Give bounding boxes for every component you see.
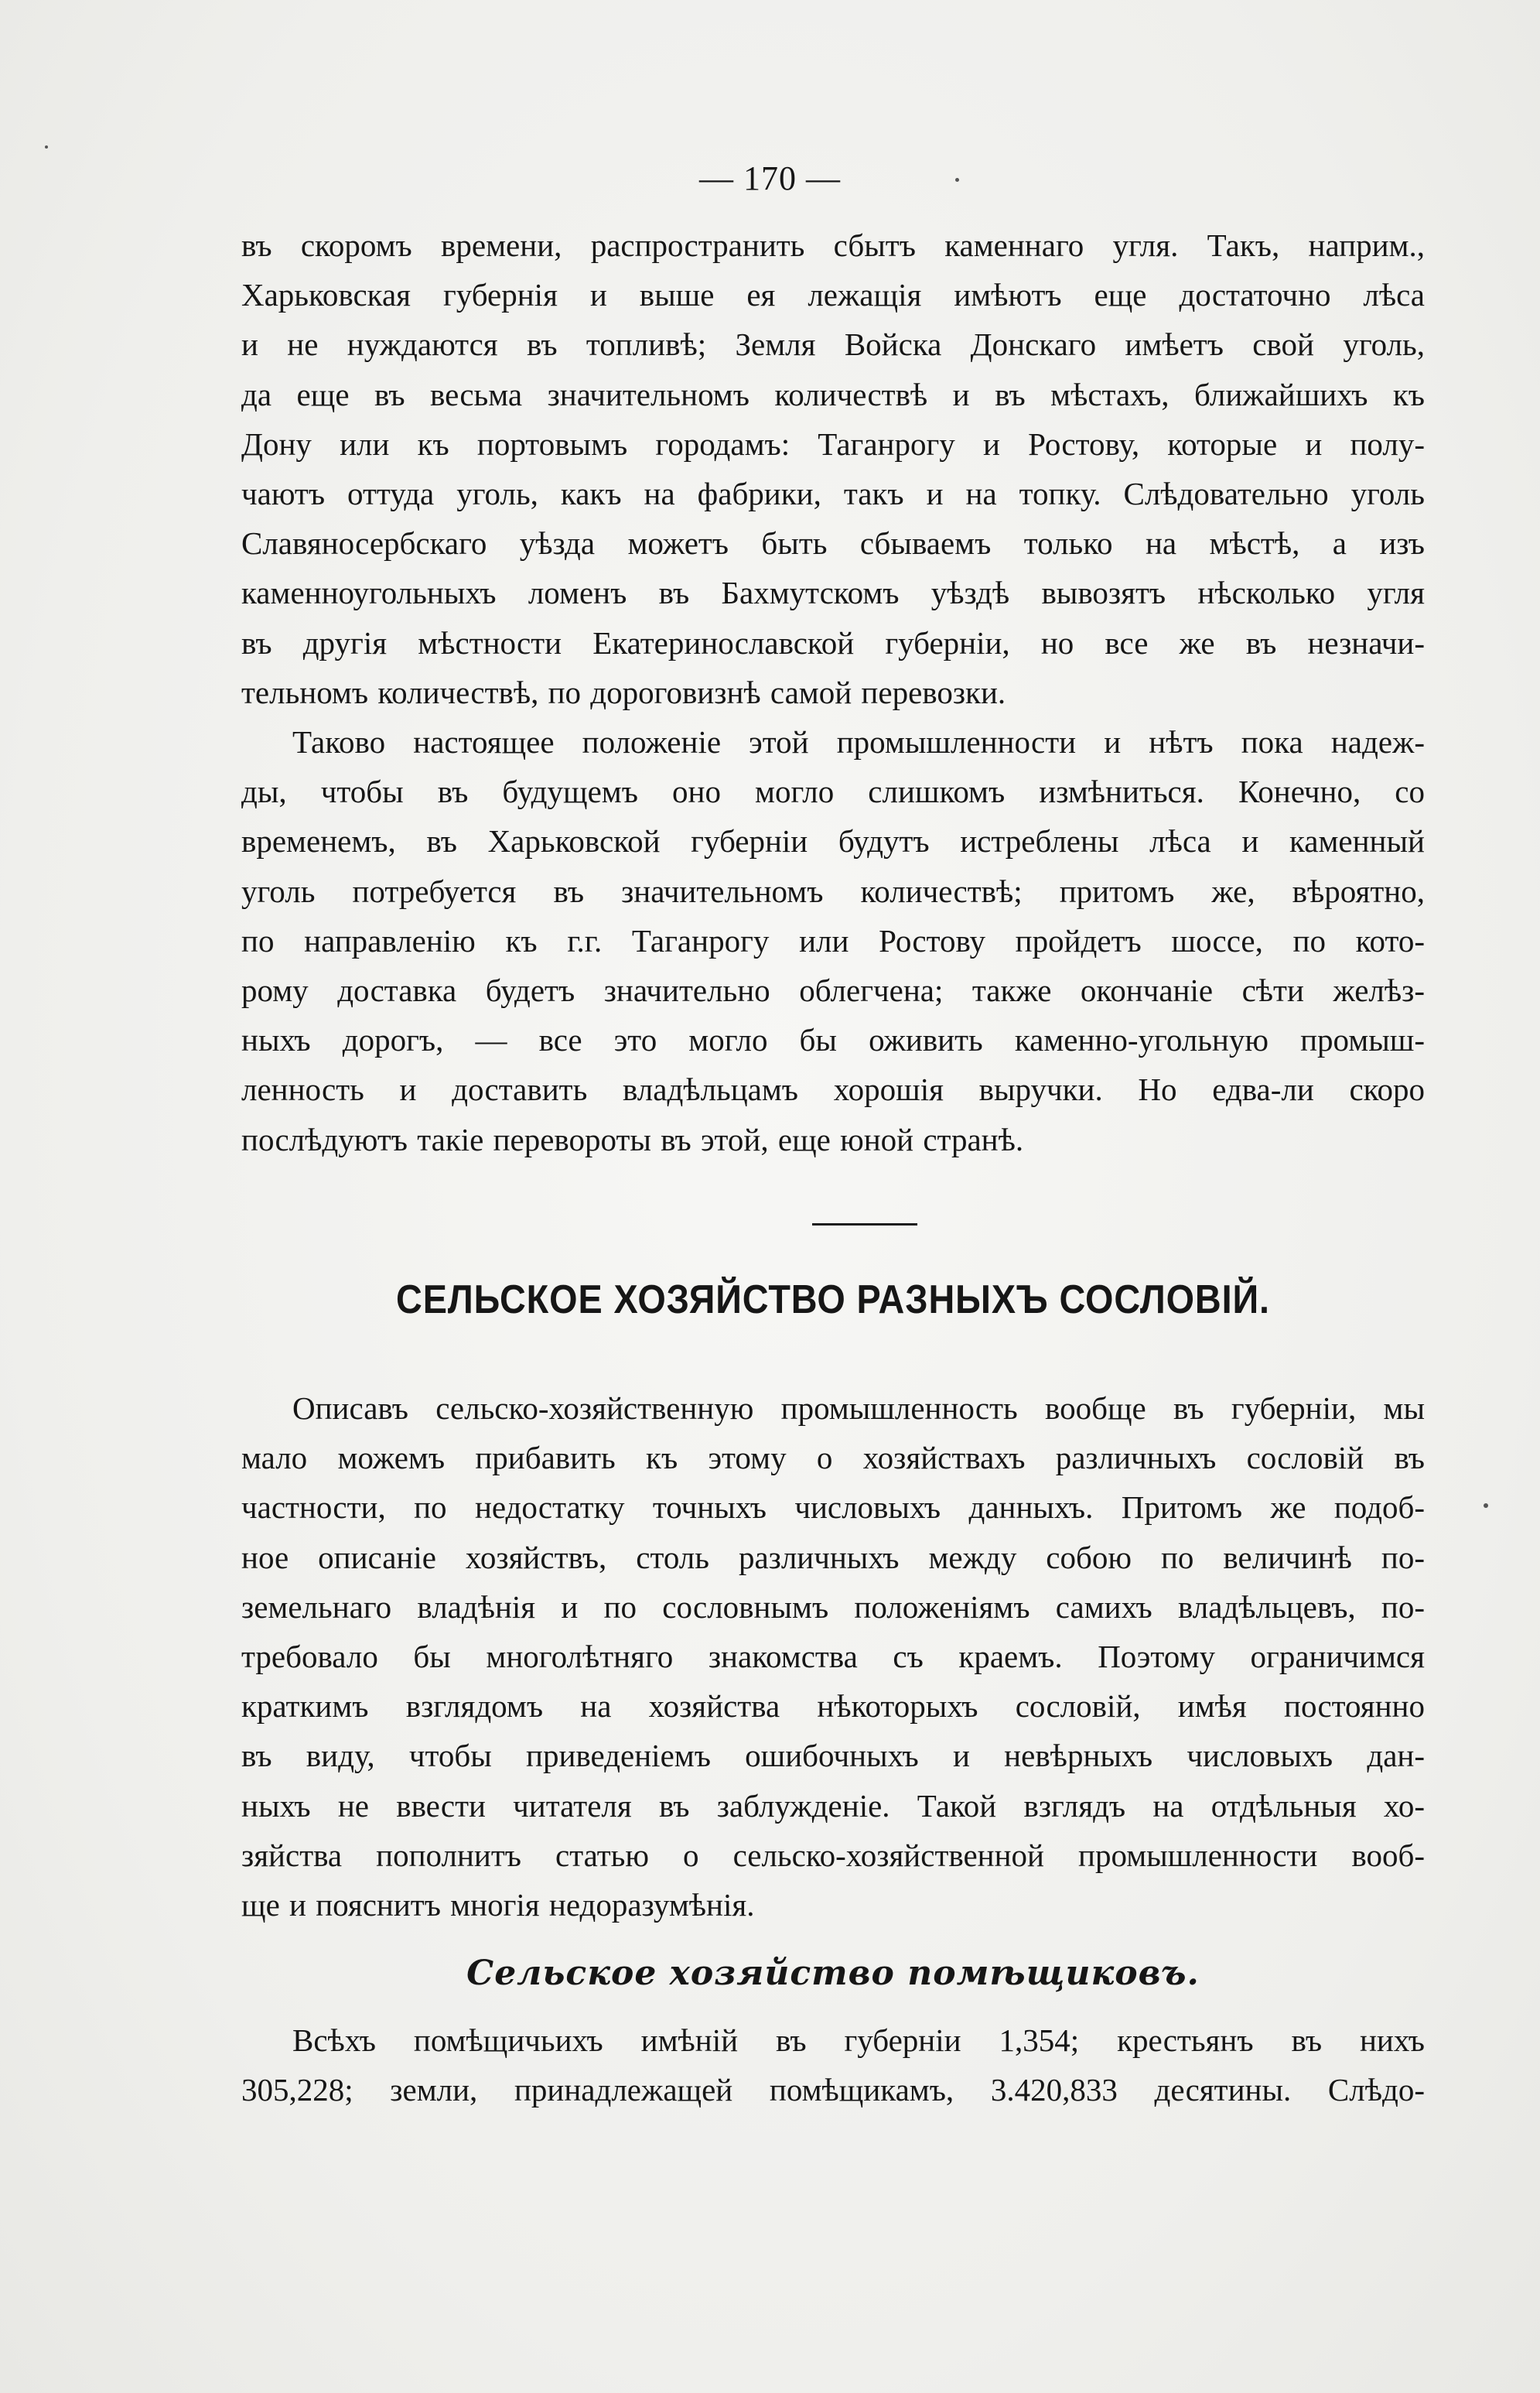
text-line: въ скоромъ времени, распространить сбытъ каменнаго угля. Такъ, наприм., <box>241 227 1425 263</box>
text-line: ды, чтобы въ будущемъ оно могло слишкомъ измѣниться. Конечно, со <box>241 774 1425 810</box>
scan-speck <box>1484 1503 1488 1508</box>
subsection-title: Сельское хозяйство помѣщиковъ. <box>466 1954 1200 1993</box>
text-line: тельномъ количествѣ, по дороговизнѣ самой перевозки. <box>241 674 1006 710</box>
scan-speck <box>45 145 48 149</box>
section-divider <box>812 1223 917 1226</box>
section-title: СЕЛЬСКОЕ ХОЗЯЙСТВО РАЗНЫХЪ СОСЛОВІЙ. <box>396 1277 1270 1322</box>
text-line: въ другія мѣстности Екатеринославской губерніи, но все же въ незначи- <box>241 624 1425 661</box>
text-line: каменноугольныхъ ломенъ въ Бахмутскомъ уѣздѣ вывозятъ нѣсколько угля <box>241 575 1425 611</box>
text-line: въ виду, чтобы приведеніемъ ошибочныхъ и невѣрныхъ числовыхъ дан- <box>241 1738 1425 1774</box>
text-line: частности, по недостатку точныхъ числовыхъ данныхъ. Притомъ же подоб- <box>241 1489 1425 1526</box>
text-line: ныхъ дорогъ, — все это могло бы оживить каменно-угольную промыш- <box>241 1022 1425 1058</box>
text-line: Славяносербскаго уѣзда можетъ быть сбываемъ только на мѣстѣ, а изъ <box>241 525 1425 562</box>
text-line: Харьковская губернія и выше ея лежащія имѣютъ еще достаточно лѣса <box>241 277 1425 313</box>
paragraph-estates-overview <box>241 1383 1425 1930</box>
text-line: послѣдуютъ такіе перевороты въ этой, еще юной странѣ. <box>241 1121 1024 1157</box>
text-line: ще и пояснитъ многія недоразумѣнія. <box>241 1887 755 1923</box>
scan-speck <box>955 178 959 182</box>
text-line: Описавъ сельско-хозяйственную промышленность вообще въ губерніи, мы <box>292 1390 1425 1426</box>
text-line: 305,228; земли, принадлежащей помѣщикамъ, 3.420,833 десятины. Слѣдо- <box>241 2072 1425 2108</box>
text-line: Дону или къ портовымъ городамъ: Таганрогу и Ростову, которые и полу- <box>241 426 1425 462</box>
page-number: — 170 — <box>699 159 841 197</box>
text-line: ныхъ не ввести читателя въ заблужденіе. Такой взглядъ на отдѣльныя хо- <box>241 1787 1425 1824</box>
paragraph-landowner-estates <box>241 2015 1425 2114</box>
paragraph-industry-outlook <box>241 717 1425 1164</box>
text-line: ленность и доставить владѣльцамъ хорошія выручки. Но едва-ли скоро <box>241 1072 1425 1108</box>
text-line: временемъ, въ Харьковской губерніи будутъ истреблены лѣса и каменный <box>241 823 1425 860</box>
text-line: Всѣхъ помѣщичьихъ имѣній въ губерніи 1,354; крестьянъ въ нихъ <box>292 2022 1425 2058</box>
text-line: по направленію къ г.г. Таганрогу или Ростову пройдетъ шоссе, по кото- <box>241 922 1425 959</box>
text-line: Таково настоящее положеніе этой промышленности и нѣтъ пока надеж- <box>292 724 1425 760</box>
text-line: мало можемъ прибавить къ этому о хозяйствахъ различныхъ сословій въ <box>241 1440 1425 1476</box>
text-line: уголь потребуется въ значительномъ количествѣ; притомъ же, вѣроятно, <box>241 873 1425 909</box>
text-line: требовало бы многолѣтняго знакомства съ краемъ. Поэтому ограничимся <box>241 1639 1425 1675</box>
text-line: чаютъ оттуда уголь, какъ на фабрики, такъ и на топку. Слѣдовательно уголь <box>241 476 1425 512</box>
text-line: земельнаго владѣнія и по сословнымъ положеніямъ самихъ владѣльцевъ, по- <box>241 1588 1425 1625</box>
text-line: рому доставка будетъ значительно облегчена; также окончаніе сѣти желѣз- <box>241 973 1425 1009</box>
text-line: краткимъ взглядомъ на хозяйства нѣкоторыхъ сословій, имѣя постоянно <box>241 1688 1425 1725</box>
paragraph-coal-trade <box>241 220 1425 717</box>
text-line: зяйства пополнитъ статью о сельско-хозяйственной промышленности вооб- <box>241 1837 1425 1873</box>
text-line: и не нуждаются въ топливѣ; Земля Войска Донскаго имѣетъ свой уголь, <box>241 326 1425 363</box>
text-line: да еще въ весьма значительномъ количествѣ и въ мѣстахъ, ближайшихъ къ <box>241 376 1425 412</box>
text-line: ное описаніе хозяйствъ, столь различныхъ между собою по величинѣ по- <box>241 1539 1425 1575</box>
